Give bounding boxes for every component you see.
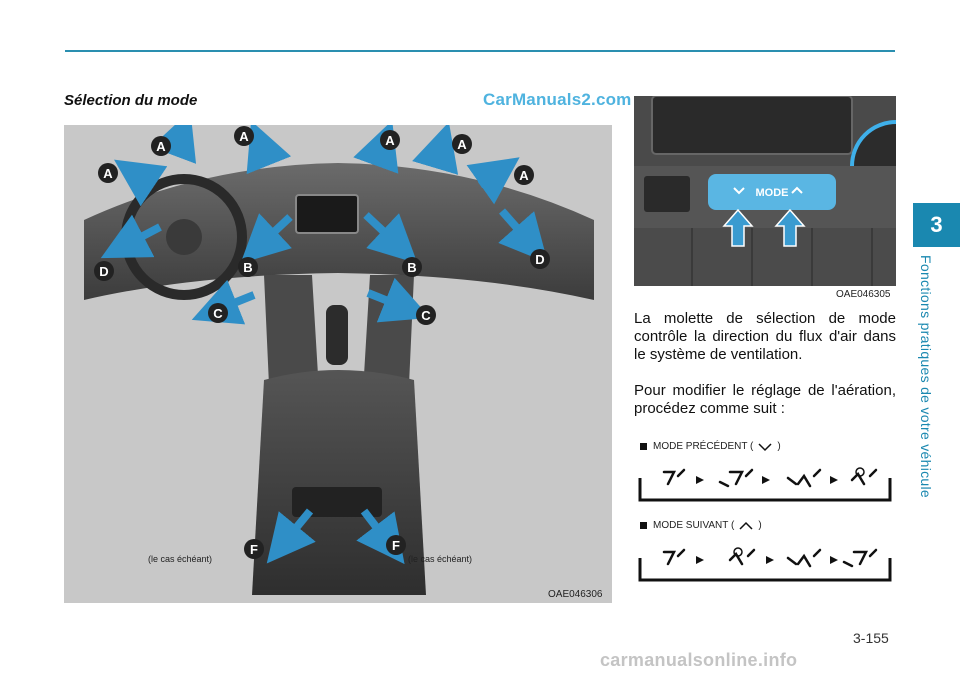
label-a-5-text: A [457,137,467,152]
paragraph-2: Pour modifier le réglage de l'aération, procédez comme suit : [634,382,896,417]
mode-sequence-next [638,546,892,582]
label-d-2-text: D [535,252,545,267]
mode-sequence-next-drawing [638,546,892,582]
caption-left: (le cas échéant) [148,554,213,564]
top-rule [65,50,895,52]
armrest-console [252,370,426,595]
mode-button-photo [634,96,896,301]
label-d-1-text: D [99,264,109,279]
label-b-1-text: B [243,260,253,275]
chevron-up-icon [738,521,754,531]
center-screen [296,195,358,233]
dashboard-drawing [64,125,612,603]
section-title: Sélection du mode [64,92,198,109]
mode-sequence-previous-drawing [638,466,892,502]
figure-code-side: OAE046305 [836,289,891,300]
dashboard-illustration [64,125,612,603]
chapter-title: Fonctions pratiques de votre véhicule [918,255,934,499]
watermark-bottom: carmanualsonline.info [600,650,798,670]
watermark-top: CarManuals2.com [483,90,632,109]
label-a-4-text: A [385,133,395,148]
mode-button-label: MODE [755,187,789,199]
paragraph-1: La molette de sélection de mode contrôle la direction du flux d'air dans le système de ventilation. [634,310,896,363]
label-f-2-text: F [392,538,400,553]
label-c-2-text: C [421,308,431,323]
page-number: 3-155 [853,630,889,646]
label-a-2-text: A [156,139,166,154]
chapter-tab: 3 [913,203,960,247]
mode-sequence-previous [638,466,892,502]
caption-right: (le cas échéant) [408,554,473,564]
label-a-6-text: A [519,168,529,183]
chevron-down-icon [757,442,773,452]
mode-previous-prefix: MODE PRÉCÉDENT ( [653,441,754,452]
label-a-3-text: A [239,129,249,144]
mode-next-line [640,520,762,531]
mode-next-suffix: ) [758,520,762,531]
gear-shifter [326,305,348,365]
mode-button-drawing [634,96,896,301]
label-b-2-text: B [407,260,417,275]
figure-code-main: OAE046306 [548,589,603,600]
label-a-1-text: A [103,166,113,181]
mode-next-prefix: MODE SUIVANT ( [653,520,735,531]
mode-previous-suffix: ) [777,441,781,452]
mode-previous-line [640,441,781,452]
label-c-1-text: C [213,306,223,321]
label-f-1-text: F [250,542,258,557]
bullet-square-icon [640,443,647,450]
bullet-square-icon [640,522,647,529]
